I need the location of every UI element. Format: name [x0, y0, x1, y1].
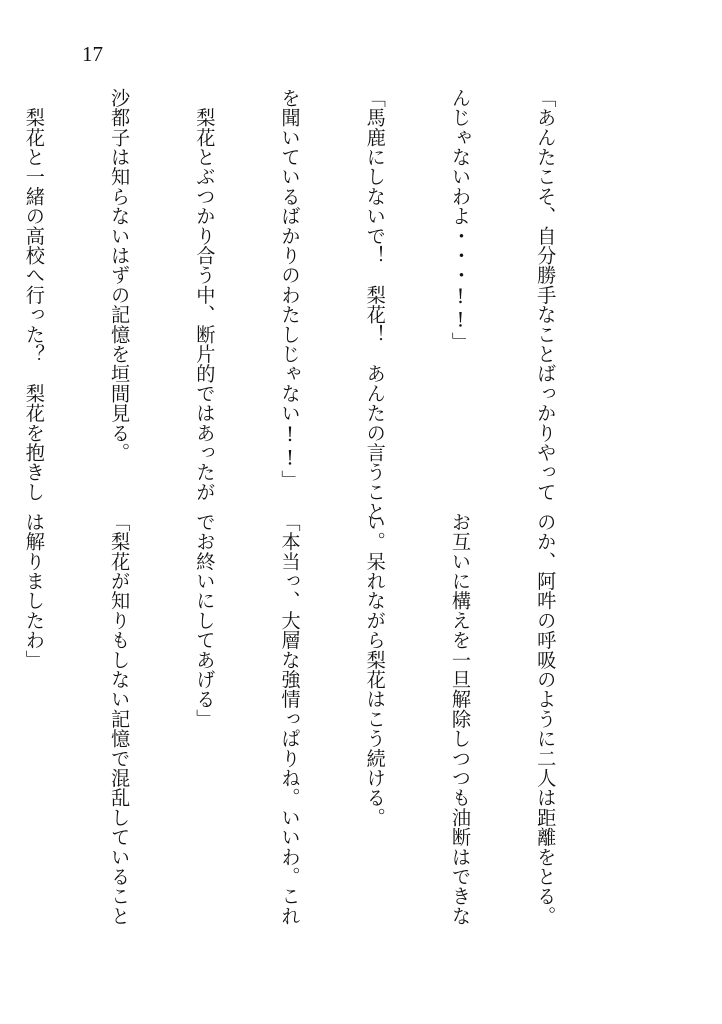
text-line: 「梨花が知りもしない記憶で混乱していること	[108, 512, 132, 926]
text-line: んじゃないわよ・・・!!」	[448, 88, 472, 352]
text-line: 「本当っ、大層な強情っぱりね。いいわ。これ	[278, 512, 302, 926]
upper-text-block	[0, 88, 616, 522]
text-line: お互いに構えを一旦解除しつつも油断はできな	[448, 512, 472, 926]
text-line: 梨花とぶつかり合う中、断片的ではあったが	[193, 88, 217, 502]
lower-text-block	[0, 512, 616, 926]
text-line: い。呆れながら梨花はこう続ける。	[363, 512, 387, 828]
text-line: 沙都子は知らないはずの記憶を垣間見る。	[108, 88, 132, 463]
text-line: を聞いているばかりのわたしじゃない!!」	[278, 88, 302, 490]
text-line: のか、阿吽の呼吸のように二人は距離をとる。	[534, 512, 558, 926]
text-line: 「あんたこそ、自分勝手なことばっかりやって	[534, 88, 558, 502]
text-line: は解りましたわ」	[22, 512, 46, 670]
page-number: 17	[82, 42, 103, 66]
text-line: 梨花と一緒の高校へ行った？ 梨花を抱きし	[22, 88, 46, 502]
text-line: 「馬鹿にしないで！ 梨花！ あんたの言うこと	[363, 88, 387, 522]
text-line: でお終いにしてあげる」	[193, 512, 217, 729]
